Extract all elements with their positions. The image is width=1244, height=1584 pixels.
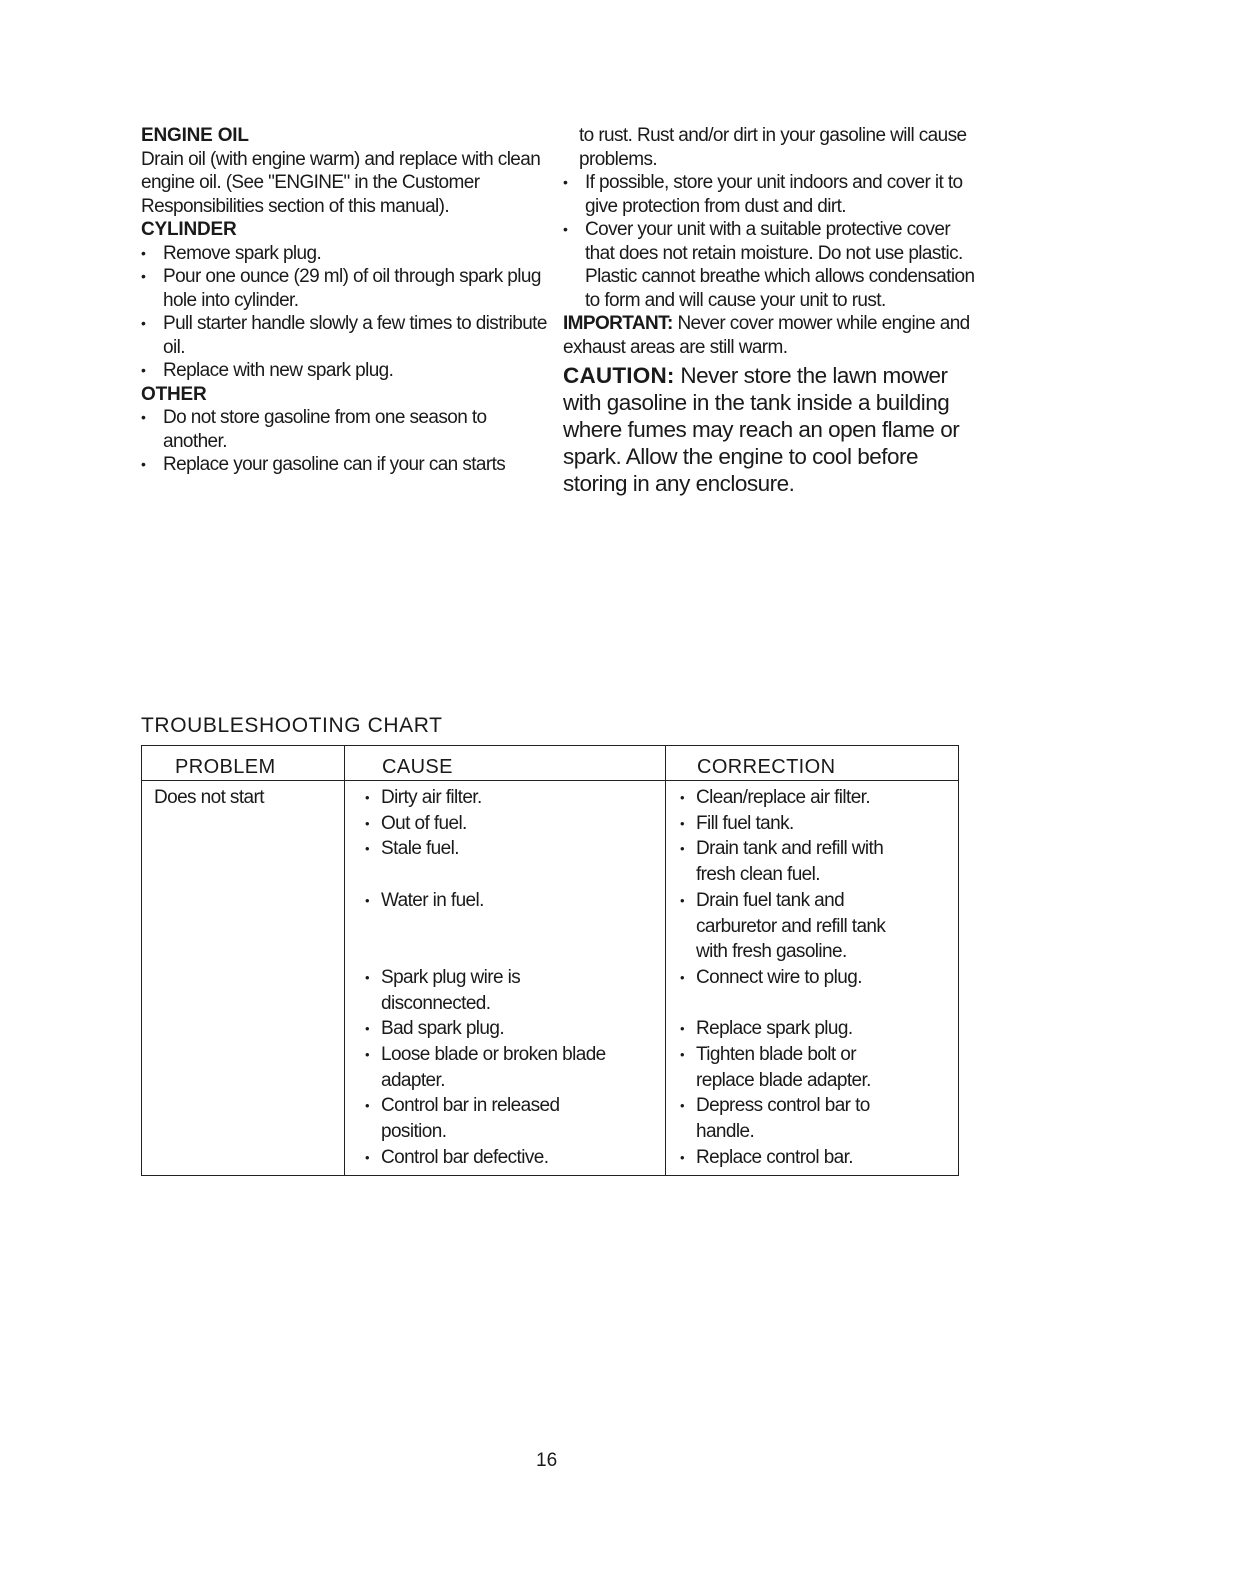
list-item: • Replace your gasoline can if your can starts — [141, 453, 551, 477]
cylinder-heading: CYLINDER — [141, 219, 237, 240]
list-item: • Pour one ounce (29 ml) of oil through spark plug hole into cylinder. — [141, 265, 551, 312]
important-label: IMPORTANT: — [563, 313, 673, 334]
problem-cell: Does not start — [142, 781, 345, 1176]
other-list — [141, 406, 551, 477]
header-cause: CAUSE — [345, 746, 666, 781]
correction-item: • Replace spark plug. — [680, 1016, 958, 1042]
cause-item: • Bad spark plug. — [365, 1016, 665, 1042]
correction-item: • Tighten blade bolt or replace blade adapter. — [680, 1042, 896, 1093]
cause-item: • Water in fuel. — [365, 888, 665, 914]
spacer — [365, 862, 665, 888]
cause-item: • Stale fuel. — [365, 836, 665, 862]
page-number: 16 — [536, 1450, 558, 1471]
correction-item: • Fill fuel tank. — [680, 811, 958, 837]
engine-oil-text: Drain oil (with engine warm) and replace with clean engine oil. (See "ENGINE" in the Customer Responsibilities section of this manual). — [141, 148, 541, 217]
correction-cell — [666, 781, 959, 1176]
cause-item: • Loose blade or broken blade adapter. — [365, 1042, 631, 1093]
cause-item: • Control bar in released position. — [365, 1093, 581, 1144]
correction-item: • Drain fuel tank and carburetor and refill tank with fresh gasoline. — [680, 888, 906, 965]
engine-oil-heading: ENGINE OIL — [141, 125, 249, 146]
troubleshooting-title: TROUBLESHOOTING CHART — [141, 714, 443, 737]
correction-item: • Connect wire to plug. — [680, 965, 958, 991]
right-column — [563, 124, 983, 497]
spacer — [365, 914, 665, 965]
caution-label: CAUTION: — [563, 363, 675, 388]
table-header-row — [142, 746, 959, 781]
correction-item: • Drain tank and refill with fresh clean fuel. — [680, 836, 906, 887]
list-item: • Cover your unit with a suitable protective cover that does not retain moisture. Do not use plastic. Plastic cannot breathe which allows condensation to form and will cause your unit to rust. — [563, 218, 983, 312]
other-heading: OTHER — [141, 383, 207, 405]
list-item: • Replace with new spark plug. — [141, 359, 551, 383]
cause-item: • Spark plug wire is disconnected. — [365, 965, 531, 1016]
caution-note — [563, 362, 983, 497]
cause-item: • Control bar defective. — [365, 1145, 665, 1171]
correction-item: • Depress control bar to handle. — [680, 1093, 886, 1144]
list-item: • Pull starter handle slowly a few times to distribute oil. — [141, 312, 551, 359]
troubleshooting-table — [141, 745, 959, 1176]
list-item: • If possible, store your unit indoors and cover it to give protection from dust and dirt. — [563, 171, 983, 218]
list-item: • Remove spark plug. — [141, 242, 551, 266]
correction-item: • Replace control bar. — [680, 1145, 958, 1171]
cylinder-list — [141, 242, 551, 383]
header-problem: PROBLEM — [142, 746, 345, 781]
header-correction: CORRECTION — [666, 746, 959, 781]
caution-text: Never store the lawn mower with gasoline in the tank inside a building where fumes may reach an open flame or spark. Allow the engine to cool before storing in any enclosure. — [563, 363, 960, 496]
storage-list — [563, 171, 983, 312]
cause-item: • Dirty air filter. — [365, 785, 665, 811]
spacer — [680, 991, 958, 1017]
important-note — [563, 312, 983, 359]
cause-item: • Out of fuel. — [365, 811, 665, 837]
left-column — [141, 124, 551, 477]
storage-continuation-text: to rust. Rust and/or dirt in your gasoline will cause problems. — [579, 125, 967, 170]
table-row — [142, 781, 959, 1176]
list-item: • Do not store gasoline from one season to another. — [141, 406, 551, 453]
cause-cell — [345, 781, 666, 1176]
important-text: Never cover mower while engine and exhaust areas are still warm. — [563, 313, 970, 358]
correction-item: • Clean/replace air filter. — [680, 785, 958, 811]
